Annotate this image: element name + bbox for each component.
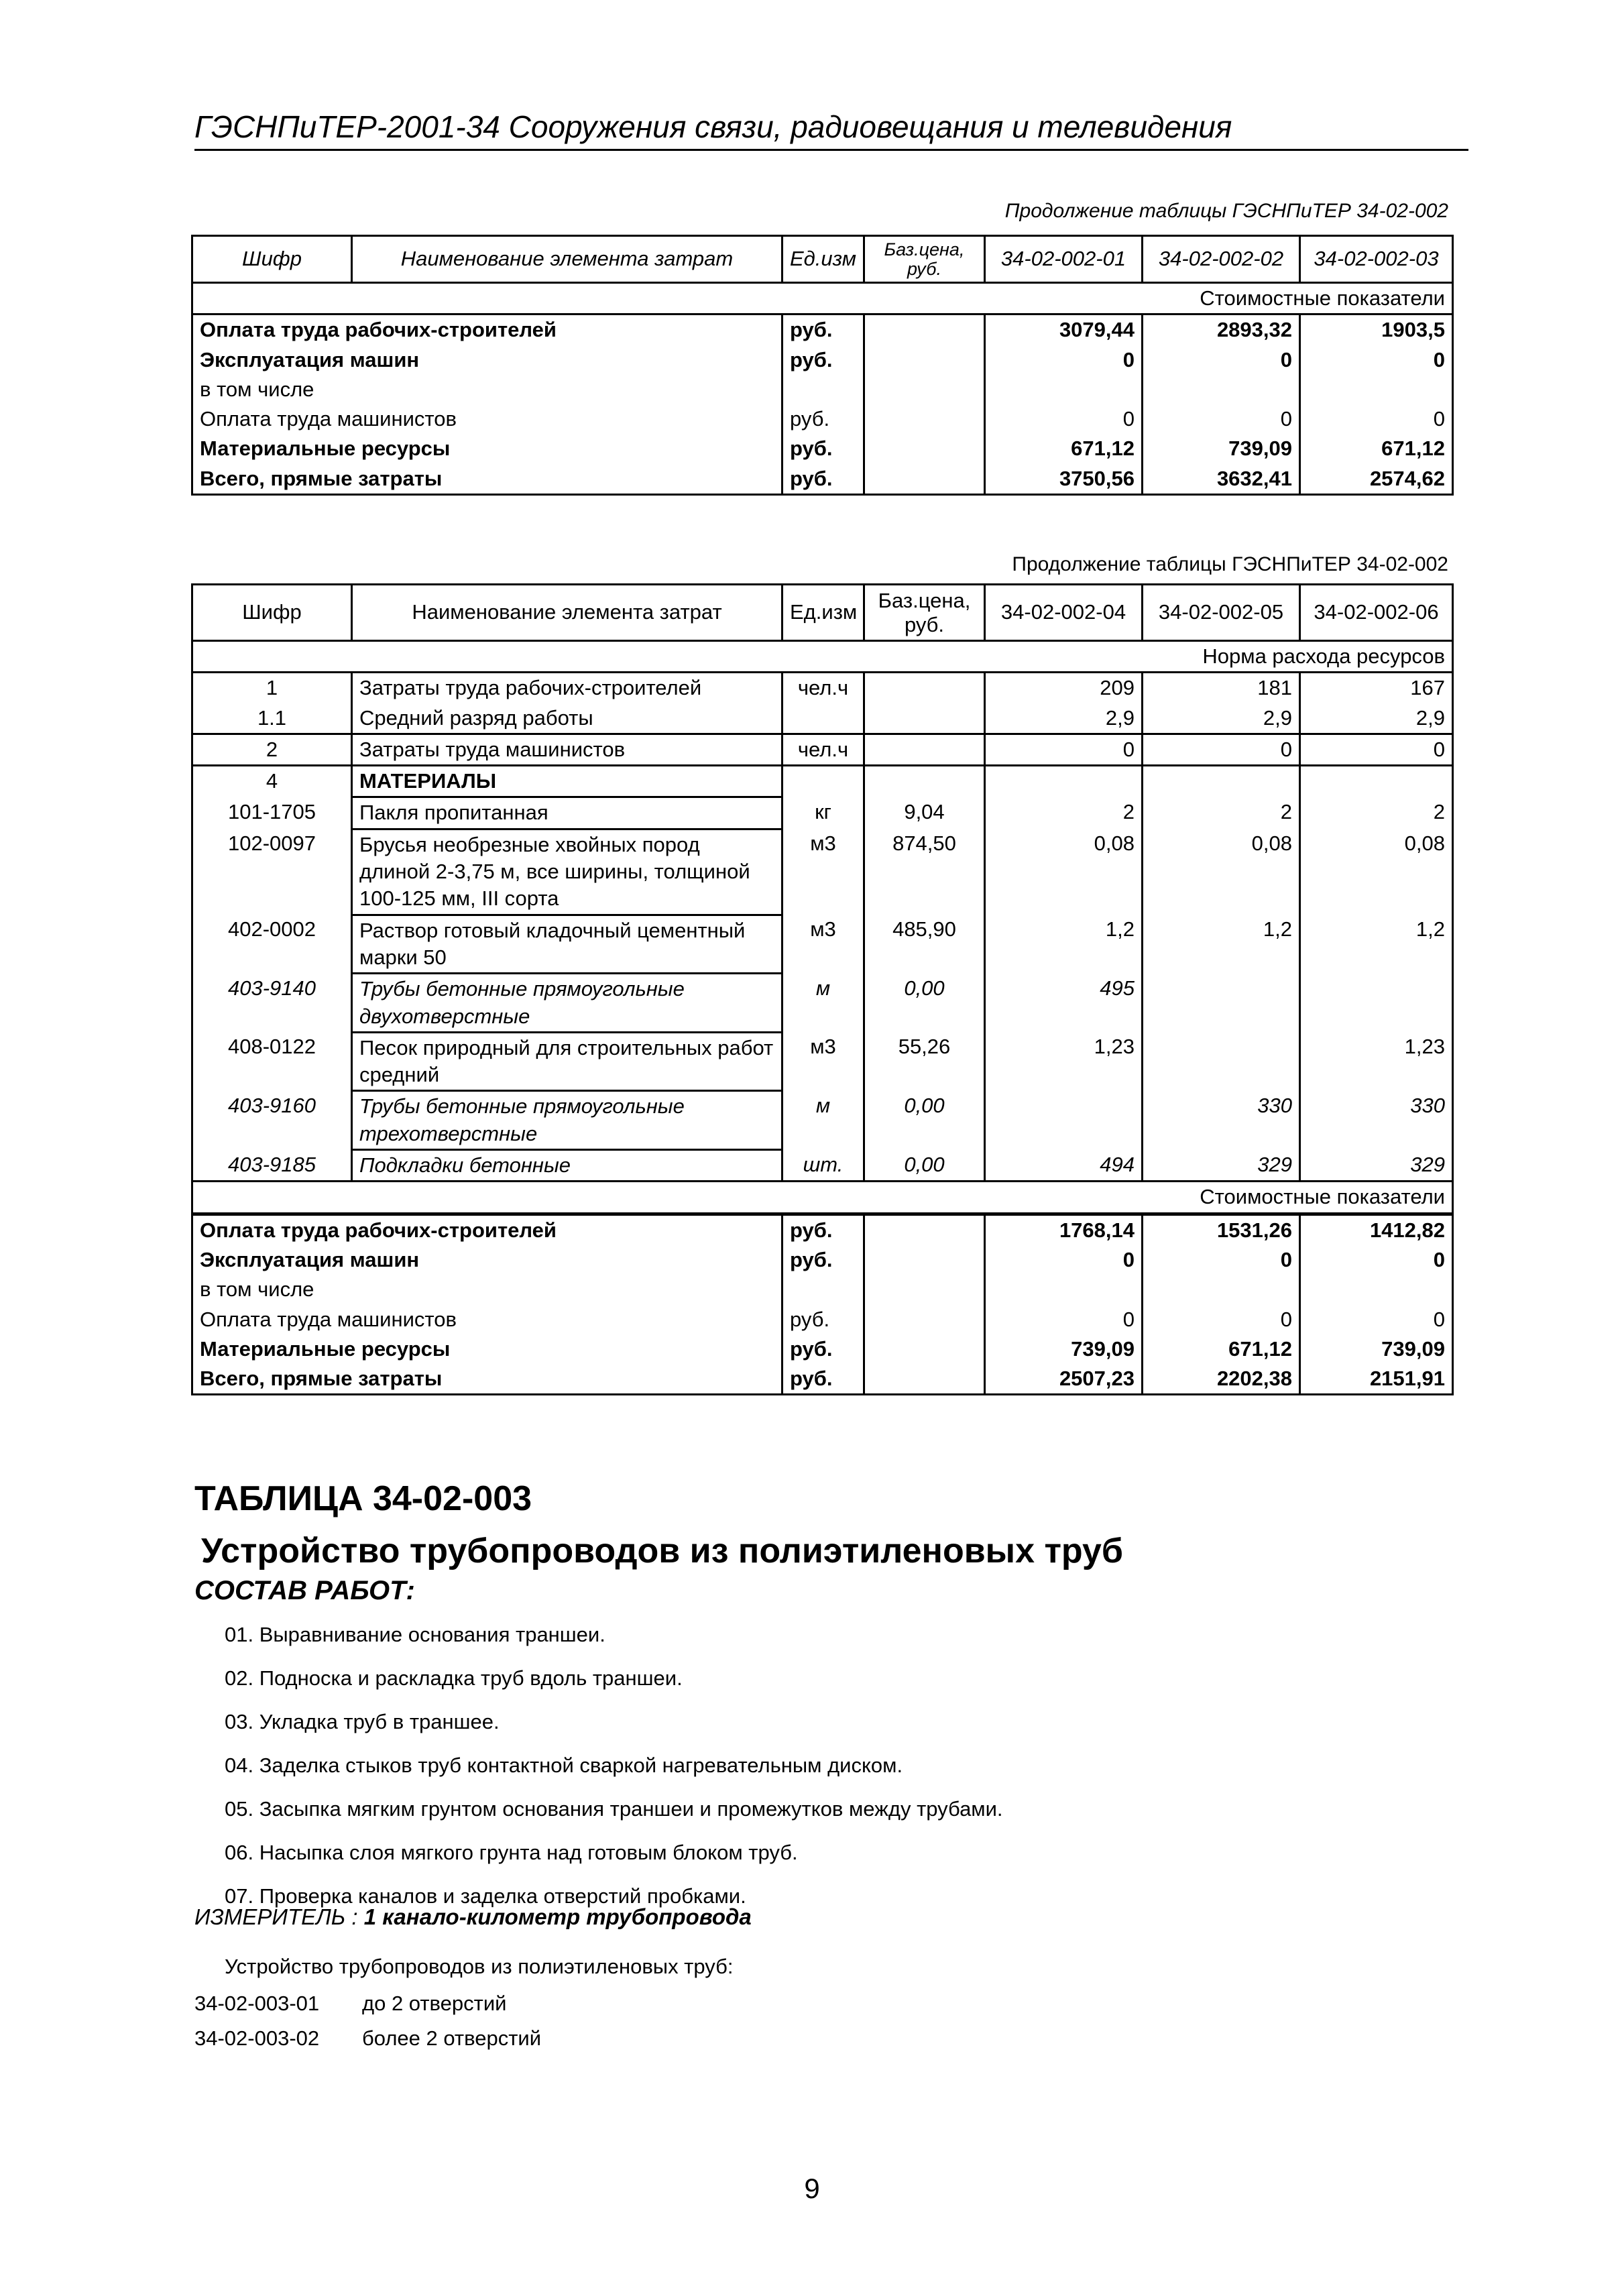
row-unit: м3 xyxy=(782,915,864,974)
row-v1 xyxy=(985,1275,1143,1304)
row-v1: 495 xyxy=(985,974,1143,1033)
row-v1: 739,09 xyxy=(985,1334,1143,1364)
table-row xyxy=(192,915,1453,974)
table1 xyxy=(191,235,1454,496)
row-v1: 0 xyxy=(985,1245,1143,1275)
row-unit: руб. xyxy=(782,404,864,434)
col-header: Шифр xyxy=(192,236,352,283)
table-subtitle: Устройство трубопроводов из полиэтиленовых труб xyxy=(201,1532,1124,1570)
list-item xyxy=(194,1986,541,2021)
row-v3: 329 xyxy=(1300,1150,1453,1182)
code: 34-02-003-02 xyxy=(194,2026,320,2050)
row-code: 403-9160 xyxy=(192,1091,352,1150)
codes-intro: Устройство трубопроводов из полиэтиленовых труб: xyxy=(225,1955,734,1978)
row-v1: 1768,14 xyxy=(985,1214,1143,1245)
col-header: Наименование элемента затрат xyxy=(352,236,782,283)
row-name: Эксплуатация машин xyxy=(192,345,782,375)
row-v3: 2151,91 xyxy=(1300,1364,1453,1395)
row-v1: 2 xyxy=(985,797,1143,829)
row-value: 2893,32 xyxy=(1143,314,1300,345)
row-v2: 2,9 xyxy=(1143,703,1300,734)
row-v2 xyxy=(1143,1275,1300,1304)
row-v1: 0 xyxy=(985,1305,1143,1334)
table-row xyxy=(192,404,1453,434)
row-unit: руб. xyxy=(782,314,864,345)
col-header: Ед.изм xyxy=(782,585,864,641)
table-row xyxy=(192,1305,1453,1334)
row-unit: шт. xyxy=(782,1150,864,1182)
row-price xyxy=(864,703,985,734)
row-name: Раствор готовый кладочный цементный марки 50 xyxy=(352,915,782,974)
row-name: Средний разряд работы xyxy=(352,703,782,734)
table-row xyxy=(192,974,1453,1033)
meter-value: 1 канало-километр трубопровода xyxy=(363,1904,752,1929)
row-v3: 739,09 xyxy=(1300,1334,1453,1364)
row-name: Песок природный для строительных работ средний xyxy=(352,1032,782,1091)
row-v2: 1,2 xyxy=(1143,915,1300,974)
row-name: Трубы бетонные прямоугольные трехотверстные xyxy=(352,1091,782,1150)
row-code: 403-9185 xyxy=(192,1150,352,1182)
row-unit xyxy=(782,1275,864,1304)
table-row xyxy=(192,1091,1453,1150)
row-unit: руб. xyxy=(782,345,864,375)
row-v2: 2202,38 xyxy=(1143,1364,1300,1395)
row-v1 xyxy=(985,766,1143,797)
row-price xyxy=(864,673,985,703)
row-value: 3750,56 xyxy=(985,464,1143,495)
row-name: Оплата труда рабочих-строителей xyxy=(192,314,782,345)
row-v1: 0 xyxy=(985,734,1143,765)
row-value: 2574,62 xyxy=(1300,464,1453,495)
row-v2 xyxy=(1143,766,1300,797)
row-name: Оплата труда рабочих-строителей xyxy=(192,1214,782,1245)
list-item: 04. Заделка стыков труб контактной сваркой нагревательным диском. xyxy=(225,1754,903,1777)
meter-label: ИЗМЕРИТЕЛЬ : xyxy=(194,1904,364,1929)
col-header: Баз.цена, руб. xyxy=(864,585,985,641)
row-v3 xyxy=(1300,1275,1453,1304)
row-unit: руб. xyxy=(782,1214,864,1245)
row-unit: м3 xyxy=(782,829,864,915)
codes-list xyxy=(194,1986,541,2056)
row-code: 1.1 xyxy=(192,703,352,734)
row-code: 408-0122 xyxy=(192,1032,352,1091)
table-row xyxy=(192,434,1453,463)
table-row xyxy=(192,703,1453,734)
list-item: 05. Засыпка мягким грунтом основания траншеи и промежутков между трубами. xyxy=(225,1797,1003,1821)
row-v3: 0,08 xyxy=(1300,829,1453,915)
row-code: 101-1705 xyxy=(192,797,352,829)
col-header: 34-02-002-01 xyxy=(985,236,1143,283)
row-name: Пакля пропитанная xyxy=(352,797,782,829)
row-v3: 0 xyxy=(1300,1305,1453,1334)
row-code: 4 xyxy=(192,766,352,797)
row-v3 xyxy=(1300,974,1453,1033)
row-unit: руб. xyxy=(782,1245,864,1275)
row-v3: 1,23 xyxy=(1300,1032,1453,1091)
row-v2: 0 xyxy=(1143,1245,1300,1275)
row-name: в том числе xyxy=(192,375,782,404)
row-unit: руб. xyxy=(782,434,864,463)
col-header: Шифр xyxy=(192,585,352,641)
row-value: 739,09 xyxy=(1143,434,1300,463)
row-name: Материальные ресурсы xyxy=(192,434,782,463)
row-value: 0 xyxy=(985,345,1143,375)
table-row xyxy=(192,1150,1453,1182)
col-header: 34-02-002-03 xyxy=(1300,236,1453,283)
row-price: 0,00 xyxy=(864,974,985,1033)
row-v1: 209 xyxy=(985,673,1143,703)
code: 34-02-003-01 xyxy=(194,1992,320,2015)
col-header: 34-02-002-02 xyxy=(1143,236,1300,283)
row-unit: м xyxy=(782,1091,864,1150)
table-row xyxy=(192,1032,1453,1091)
row-name: Брусья необрезные хвойных пород длиной 2-3,75 м, все ширины, толщиной 100-125 мм, III сорта xyxy=(352,829,782,915)
row-value: 0 xyxy=(1300,404,1453,434)
table-row xyxy=(192,829,1453,915)
row-value: 3079,44 xyxy=(985,314,1143,345)
list-item: 06. Насыпка слоя мягкого грунта над готовым блоком труб. xyxy=(225,1841,798,1864)
row-name: Трубы бетонные прямоугольные двухотверстные xyxy=(352,974,782,1033)
row-unit: руб. xyxy=(782,1364,864,1395)
table2-header-row xyxy=(192,585,1453,641)
row-v2: 181 xyxy=(1143,673,1300,703)
row-code: 1 xyxy=(192,673,352,703)
row-v3: 167 xyxy=(1300,673,1453,703)
row-v3: 0 xyxy=(1300,1245,1453,1275)
row-price: 0,00 xyxy=(864,1150,985,1182)
row-value: 0 xyxy=(1143,404,1300,434)
row-price: 9,04 xyxy=(864,797,985,829)
page-number: 9 xyxy=(804,2173,820,2204)
page-header: ГЭСНПиТЕР-2001-34 Сооружения связи, радиовещания и телевидения xyxy=(194,109,1468,151)
table-row xyxy=(192,673,1453,703)
table-row xyxy=(192,314,1453,345)
row-v1: 494 xyxy=(985,1150,1143,1182)
row-v1: 0,08 xyxy=(985,829,1143,915)
col-header: Баз.цена, руб. xyxy=(864,236,985,283)
row-unit xyxy=(782,703,864,734)
section-label: Стоимостные показатели xyxy=(192,1182,1453,1214)
row-v3 xyxy=(1300,766,1453,797)
row-v2: 1531,26 xyxy=(1143,1214,1300,1245)
row-v1: 2,9 xyxy=(985,703,1143,734)
row-unit: м xyxy=(782,974,864,1033)
row-v3: 330 xyxy=(1300,1091,1453,1150)
row-unit: чел.ч xyxy=(782,734,864,765)
costs-body xyxy=(192,1214,1453,1395)
col-header: 34-02-002-04 xyxy=(985,585,1143,641)
row-unit: кг xyxy=(782,797,864,829)
table-row xyxy=(192,1334,1453,1364)
row-v1: 1,23 xyxy=(985,1032,1143,1091)
col-header: Наименование элемента затрат xyxy=(352,585,782,641)
row-unit xyxy=(782,766,864,797)
works-title: СОСТАВ РАБОТ: xyxy=(194,1576,415,1605)
table-row xyxy=(192,375,1453,404)
table-row xyxy=(192,345,1453,375)
row-name: Всего, прямые затраты xyxy=(192,464,782,495)
row-name: МАТЕРИАЛЫ xyxy=(352,766,782,797)
list-item: 07. Проверка каналов и заделка отверстий пробками. xyxy=(225,1884,746,1908)
works-list xyxy=(225,1613,1003,1918)
table-row xyxy=(192,797,1453,829)
table-row xyxy=(192,1364,1453,1395)
table2 xyxy=(191,583,1454,1395)
table-row xyxy=(192,1275,1453,1304)
row-v3: 2 xyxy=(1300,797,1453,829)
row-unit: чел.ч xyxy=(782,673,864,703)
col-header: 34-02-002-06 xyxy=(1300,585,1453,641)
list-item: 01. Выравнивание основания траншеи. xyxy=(225,1623,605,1646)
row-code: 102-0097 xyxy=(192,829,352,915)
row-unit: руб. xyxy=(782,464,864,495)
row-code: 2 xyxy=(192,734,352,765)
row-name: Подкладки бетонные xyxy=(352,1150,782,1182)
table-row xyxy=(192,464,1453,495)
row-price: 0,00 xyxy=(864,1091,985,1150)
row-name: Затраты труда рабочих-строителей xyxy=(352,673,782,703)
row-value: 671,12 xyxy=(1300,434,1453,463)
table2-section-row xyxy=(192,1182,1453,1214)
table1-header-row xyxy=(192,236,1453,283)
row-name: в том числе xyxy=(192,1275,782,1304)
row-v3: 0 xyxy=(1300,734,1453,765)
row-unit: руб. xyxy=(782,1305,864,1334)
row-name: Оплата труда машинистов xyxy=(192,1305,782,1334)
list-item xyxy=(194,2021,541,2056)
row-v3: 2,9 xyxy=(1300,703,1453,734)
table-row xyxy=(192,1245,1453,1275)
row-v2 xyxy=(1143,974,1300,1033)
code-desc: более 2 отверстий xyxy=(362,2026,542,2050)
row-v2: 671,12 xyxy=(1143,1334,1300,1364)
row-v1 xyxy=(985,1091,1143,1150)
meter xyxy=(194,1904,752,1930)
section-label: Стоимостные показатели xyxy=(192,283,1453,314)
row-name: Оплата труда машинистов xyxy=(192,404,782,434)
list-item: 02. Подноска и раскладка труб вдоль траншеи. xyxy=(225,1666,683,1690)
row-v2: 0 xyxy=(1143,734,1300,765)
table1-continuation: Продолжение таблицы ГЭСНПиТЕР 34-02-002 xyxy=(1004,200,1448,222)
row-v2 xyxy=(1143,1032,1300,1091)
col-header: 34-02-002-05 xyxy=(1143,585,1300,641)
table-row xyxy=(192,766,1453,797)
row-name: Затраты труда машинистов xyxy=(352,734,782,765)
row-value: 671,12 xyxy=(985,434,1143,463)
row-v3: 1412,82 xyxy=(1300,1214,1453,1245)
row-v2: 329 xyxy=(1143,1150,1300,1182)
row-value: 0 xyxy=(985,404,1143,434)
row-price: 55,26 xyxy=(864,1032,985,1091)
row-name: Материальные ресурсы xyxy=(192,1334,782,1364)
table-title: ТАБЛИЦА 34-02-003 xyxy=(194,1479,532,1518)
code-desc: до 2 отверстий xyxy=(362,1992,507,2015)
table2-section-row xyxy=(192,641,1453,673)
row-name: Эксплуатация машин xyxy=(192,1245,782,1275)
row-v2: 0 xyxy=(1143,1305,1300,1334)
row-v2: 2 xyxy=(1143,797,1300,829)
row-unit: руб. xyxy=(782,1334,864,1364)
resources-body xyxy=(192,673,1453,1182)
row-v1: 1,2 xyxy=(985,915,1143,974)
row-unit: м3 xyxy=(782,1032,864,1091)
row-code: 403-9140 xyxy=(192,974,352,1033)
section-label: Норма расхода ресурсов xyxy=(192,641,1453,673)
row-price: 874,50 xyxy=(864,829,985,915)
row-price xyxy=(864,766,985,797)
row-price: 485,90 xyxy=(864,915,985,974)
row-code: 402-0002 xyxy=(192,915,352,974)
table1-section-row xyxy=(192,283,1453,314)
row-v3: 1,2 xyxy=(1300,915,1453,974)
list-item: 03. Укладка труб в траншее. xyxy=(225,1710,500,1733)
row-v2: 330 xyxy=(1143,1091,1300,1150)
row-value: 1903,5 xyxy=(1300,314,1453,345)
row-value: 3632,41 xyxy=(1143,464,1300,495)
row-value: 0 xyxy=(1300,345,1453,375)
table2-continuation: Продолжение таблицы ГЭСНПиТЕР 34-02-002 xyxy=(1012,553,1448,575)
row-price xyxy=(864,734,985,765)
col-header: Ед.изм xyxy=(782,236,864,283)
row-v2: 0,08 xyxy=(1143,829,1300,915)
row-value: 0 xyxy=(1143,345,1300,375)
table-row xyxy=(192,734,1453,765)
table-row xyxy=(192,1214,1453,1245)
row-name: Всего, прямые затраты xyxy=(192,1364,782,1395)
row-v1: 2507,23 xyxy=(985,1364,1143,1395)
